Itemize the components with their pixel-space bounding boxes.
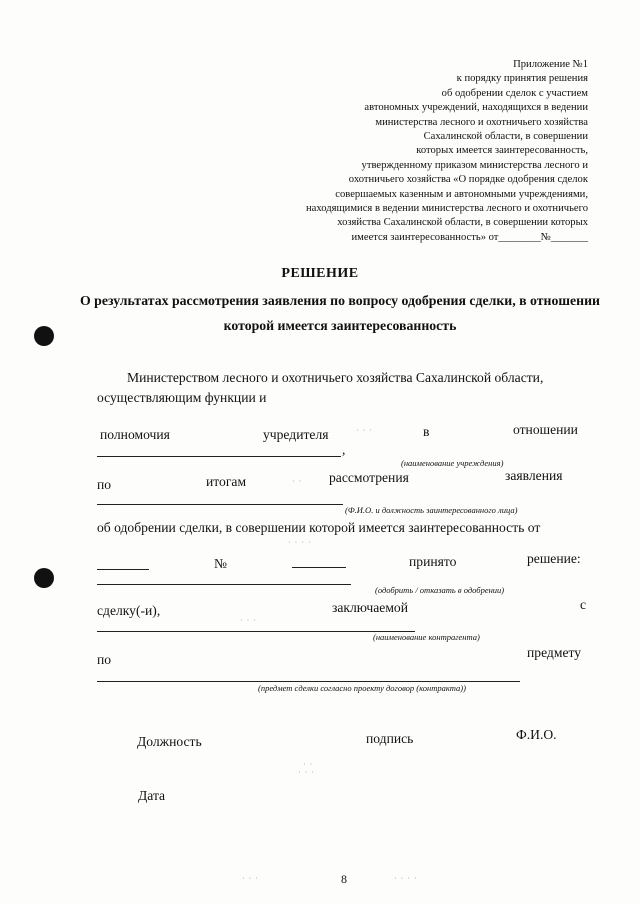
person-field-line	[97, 504, 343, 505]
number-sign: №	[214, 556, 227, 571]
appendix-line: Приложение №1	[513, 59, 588, 70]
counterparty-field-line	[97, 631, 415, 632]
word-prinyato: принято	[409, 554, 457, 569]
scan-speck: · · · ·	[394, 874, 418, 883]
scan-speck: · · ·	[356, 426, 373, 435]
word-predmetu: предмету	[527, 645, 582, 660]
date-field-line	[97, 569, 149, 570]
scan-speck: · ·	[303, 760, 314, 769]
signature-name-label: Ф.И.О.	[516, 727, 557, 742]
appendix-line: утвержденному приказом министерства лесного и	[361, 159, 588, 171]
scan-speck: · ·	[292, 477, 303, 486]
appendix-header	[258, 58, 588, 245]
document-subtitle: О результатах рассмотрения заявления по вопросу одобрения сделки, в отношении которой имеется заинтересованность	[80, 293, 601, 333]
hint-counterparty: (наименование контрагента)	[373, 632, 480, 642]
intro-line-1: Министерством лесного и охотничьего хозяйства Сахалинской области,	[127, 370, 544, 385]
scan-speck: · · ·	[298, 768, 315, 777]
hint-person: (Ф.И.О. и должность заинтересованного лица)	[345, 505, 518, 515]
comma: ,	[342, 442, 346, 457]
appendix-line: к порядку принятия решения	[456, 73, 588, 85]
subject-field-line	[97, 681, 520, 682]
appendix-line: об одобрении сделок с участием	[441, 87, 588, 99]
word-itogam: итогам	[206, 474, 247, 489]
scan-speck: · · ·	[242, 874, 259, 883]
number-field-line	[292, 567, 346, 568]
word-zayavleniya: заявления	[505, 468, 563, 483]
word-uchreditelya: учредителя	[263, 427, 329, 442]
hint-subject: (предмет сделки согласно проекту договор (контракта))	[258, 683, 466, 693]
appendix-line: имеется заинтересованность» от________№_______	[351, 231, 588, 243]
word-v: в	[423, 424, 430, 439]
word-reshenie: решение:	[527, 551, 581, 566]
word-s: с	[580, 597, 587, 612]
appendix-line: автономных учреждений, находящихся в ведении	[364, 102, 588, 114]
word-rassmotreniya: рассмотрения	[329, 470, 409, 485]
word-otnoshenii: отношении	[513, 422, 578, 437]
appendix-line: которых имеется заинтересованность,	[416, 145, 588, 157]
appendix-line: хозяйства Сахалинской области, в совершении которых	[337, 217, 588, 229]
appendix-line: охотничьего хозяйства «О порядке одобрения сделок	[348, 174, 588, 186]
signature-sign-label: подпись	[366, 731, 414, 746]
decision-field-line	[97, 584, 351, 585]
hint-decision: (одобрить / отказать в одобрении)	[375, 585, 505, 595]
appendix-line: совершаемых казенным и автономными учреждениями,	[335, 188, 588, 200]
word-zaklyuchaemoy: заключаемой	[332, 600, 409, 615]
intro-line-2: осуществляющим функции и	[97, 390, 267, 405]
document-title: РЕШЕНИЕ	[281, 266, 359, 281]
signature-position-label: Должность	[137, 734, 202, 749]
about-line: об одобрении сделки, в совершении которой имеется заинтересованность от	[97, 520, 541, 535]
punch-hole-top	[34, 326, 54, 346]
date-label: Дата	[138, 788, 166, 803]
institution-field-line	[97, 456, 341, 457]
word-po: по	[97, 477, 112, 492]
scan-speck: · · · ·	[288, 538, 312, 547]
word-polnomochiya: полномочия	[100, 427, 170, 442]
page-number: 8	[341, 872, 347, 886]
scan-speck: · · ·	[240, 616, 257, 625]
word-sdelku: сделку(-и),	[97, 603, 161, 618]
word-po-2: по	[97, 652, 112, 667]
appendix-line: Сахалинской области, в совершении	[423, 131, 588, 143]
punch-hole-bottom	[34, 568, 54, 588]
appendix-line: министерства лесного и охотничьего хозяйства	[375, 116, 588, 128]
appendix-line: находящимися в ведении министерства лесного и охотничьего	[306, 203, 588, 215]
hint-institution: (наименование учреждения)	[401, 458, 504, 468]
